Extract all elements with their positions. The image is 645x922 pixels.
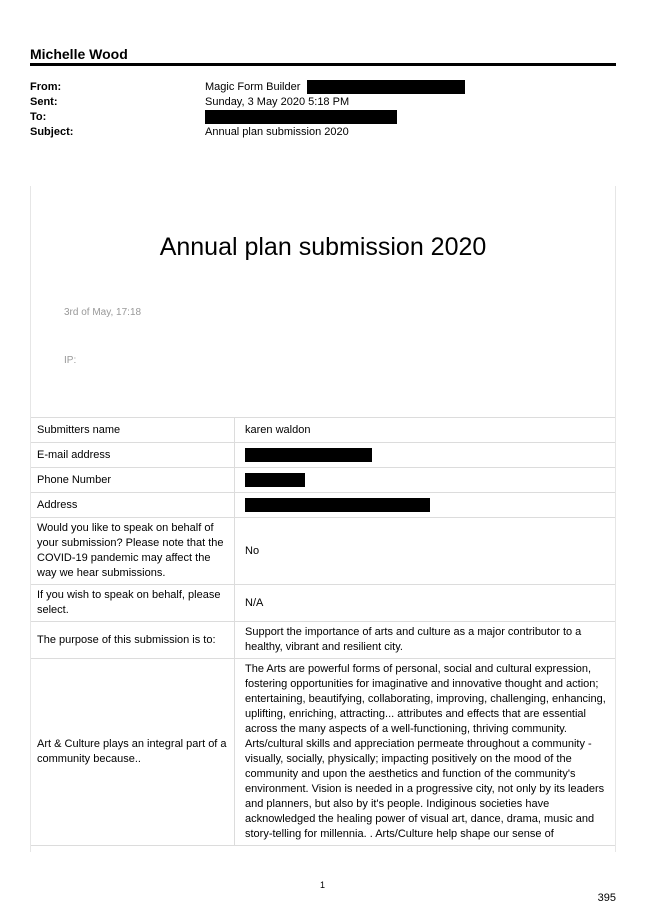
meta-to-label: To: <box>30 111 47 123</box>
field-value: No <box>235 518 616 585</box>
field-label: Submitters name <box>31 418 235 443</box>
field-label: If you wish to speak on behalf, please select. <box>31 585 235 622</box>
sender-name: Michelle Wood <box>30 46 128 62</box>
form-ip-label: IP: <box>64 355 77 366</box>
meta-from-text: Magic Form Builder <box>205 81 301 93</box>
table-row <box>31 493 615 518</box>
corner-page-number: 395 <box>597 892 616 904</box>
table-row <box>31 443 615 468</box>
field-label: The purpose of this submission is to: <box>31 622 235 659</box>
meta-sent <box>30 95 616 110</box>
field-label: E-mail address <box>31 443 235 468</box>
field-value <box>235 443 616 468</box>
form-title: Annual plan submission 2020 <box>159 233 487 261</box>
field-value: karen waldon <box>235 418 616 443</box>
meta-subject-label: Subject: <box>30 126 74 138</box>
meta-to <box>30 110 616 125</box>
field-label: Art & Culture plays an integral part of a community because.. <box>31 659 235 846</box>
field-value: Support the importance of arts and culture as a major contributor to a healthy, vibrant and resilient city. <box>235 622 616 659</box>
meta-sent-label: Sent: <box>30 96 58 108</box>
field-label: Would you like to speak on behalf of your submission? Please note that the COVID-19 pandemic may affect the way we hear submissions. <box>31 518 235 585</box>
meta-from <box>30 80 616 95</box>
meta-sent-value: Sunday, 3 May 2020 5:18 PM <box>205 96 350 108</box>
redaction-block <box>245 448 372 462</box>
meta-subject-value: Annual plan submission 2020 <box>205 126 349 138</box>
field-label: Address <box>31 493 235 518</box>
form-date: 3rd of May, 17:18 <box>64 307 142 318</box>
email-meta <box>30 80 616 140</box>
redaction-block <box>205 110 397 124</box>
table-row <box>31 622 615 659</box>
submission-table <box>31 417 615 846</box>
meta-from-value <box>205 80 465 95</box>
meta-from-label: From: <box>30 81 62 93</box>
field-label: Phone Number <box>31 468 235 493</box>
table-row <box>31 585 615 622</box>
redaction-block <box>307 80 465 94</box>
meta-to-value <box>205 110 397 125</box>
table-row <box>31 659 615 846</box>
table-row <box>31 418 615 443</box>
redaction-block <box>245 473 305 487</box>
table-row <box>31 518 615 585</box>
field-value: N/A <box>235 585 616 622</box>
field-value <box>235 493 616 518</box>
form-card <box>30 186 616 852</box>
field-value <box>235 468 616 493</box>
header-rule <box>30 63 616 66</box>
table-row <box>31 468 615 493</box>
page-number: 1 <box>319 880 325 890</box>
meta-subject <box>30 125 616 140</box>
redaction-block <box>245 498 430 512</box>
field-value: The Arts are powerful forms of personal, social and cultural expression, fostering opportunities for imaginative and innovative thought and action; entertaining, beautifying, collaborating, improving, challenging, enhancing, uplifting, enriching, attracting... attributes and effects that are essential across the many aspects of a well-functioning, thriving community. Arts/cultural skills and appreciation permeate throughout a community - visually, socially, physically; impacting positively on the mood of the community and upon the aesthetics and function of the community's environment. Vision is needed in a progressive city, not only by its leaders and planners, but also by it's people. Indiginous societies have acknowledged the healing power of visual art, dance, drama, music and story-telling for millennia. . Arts/Culture help shape our sense of <box>235 659 616 846</box>
